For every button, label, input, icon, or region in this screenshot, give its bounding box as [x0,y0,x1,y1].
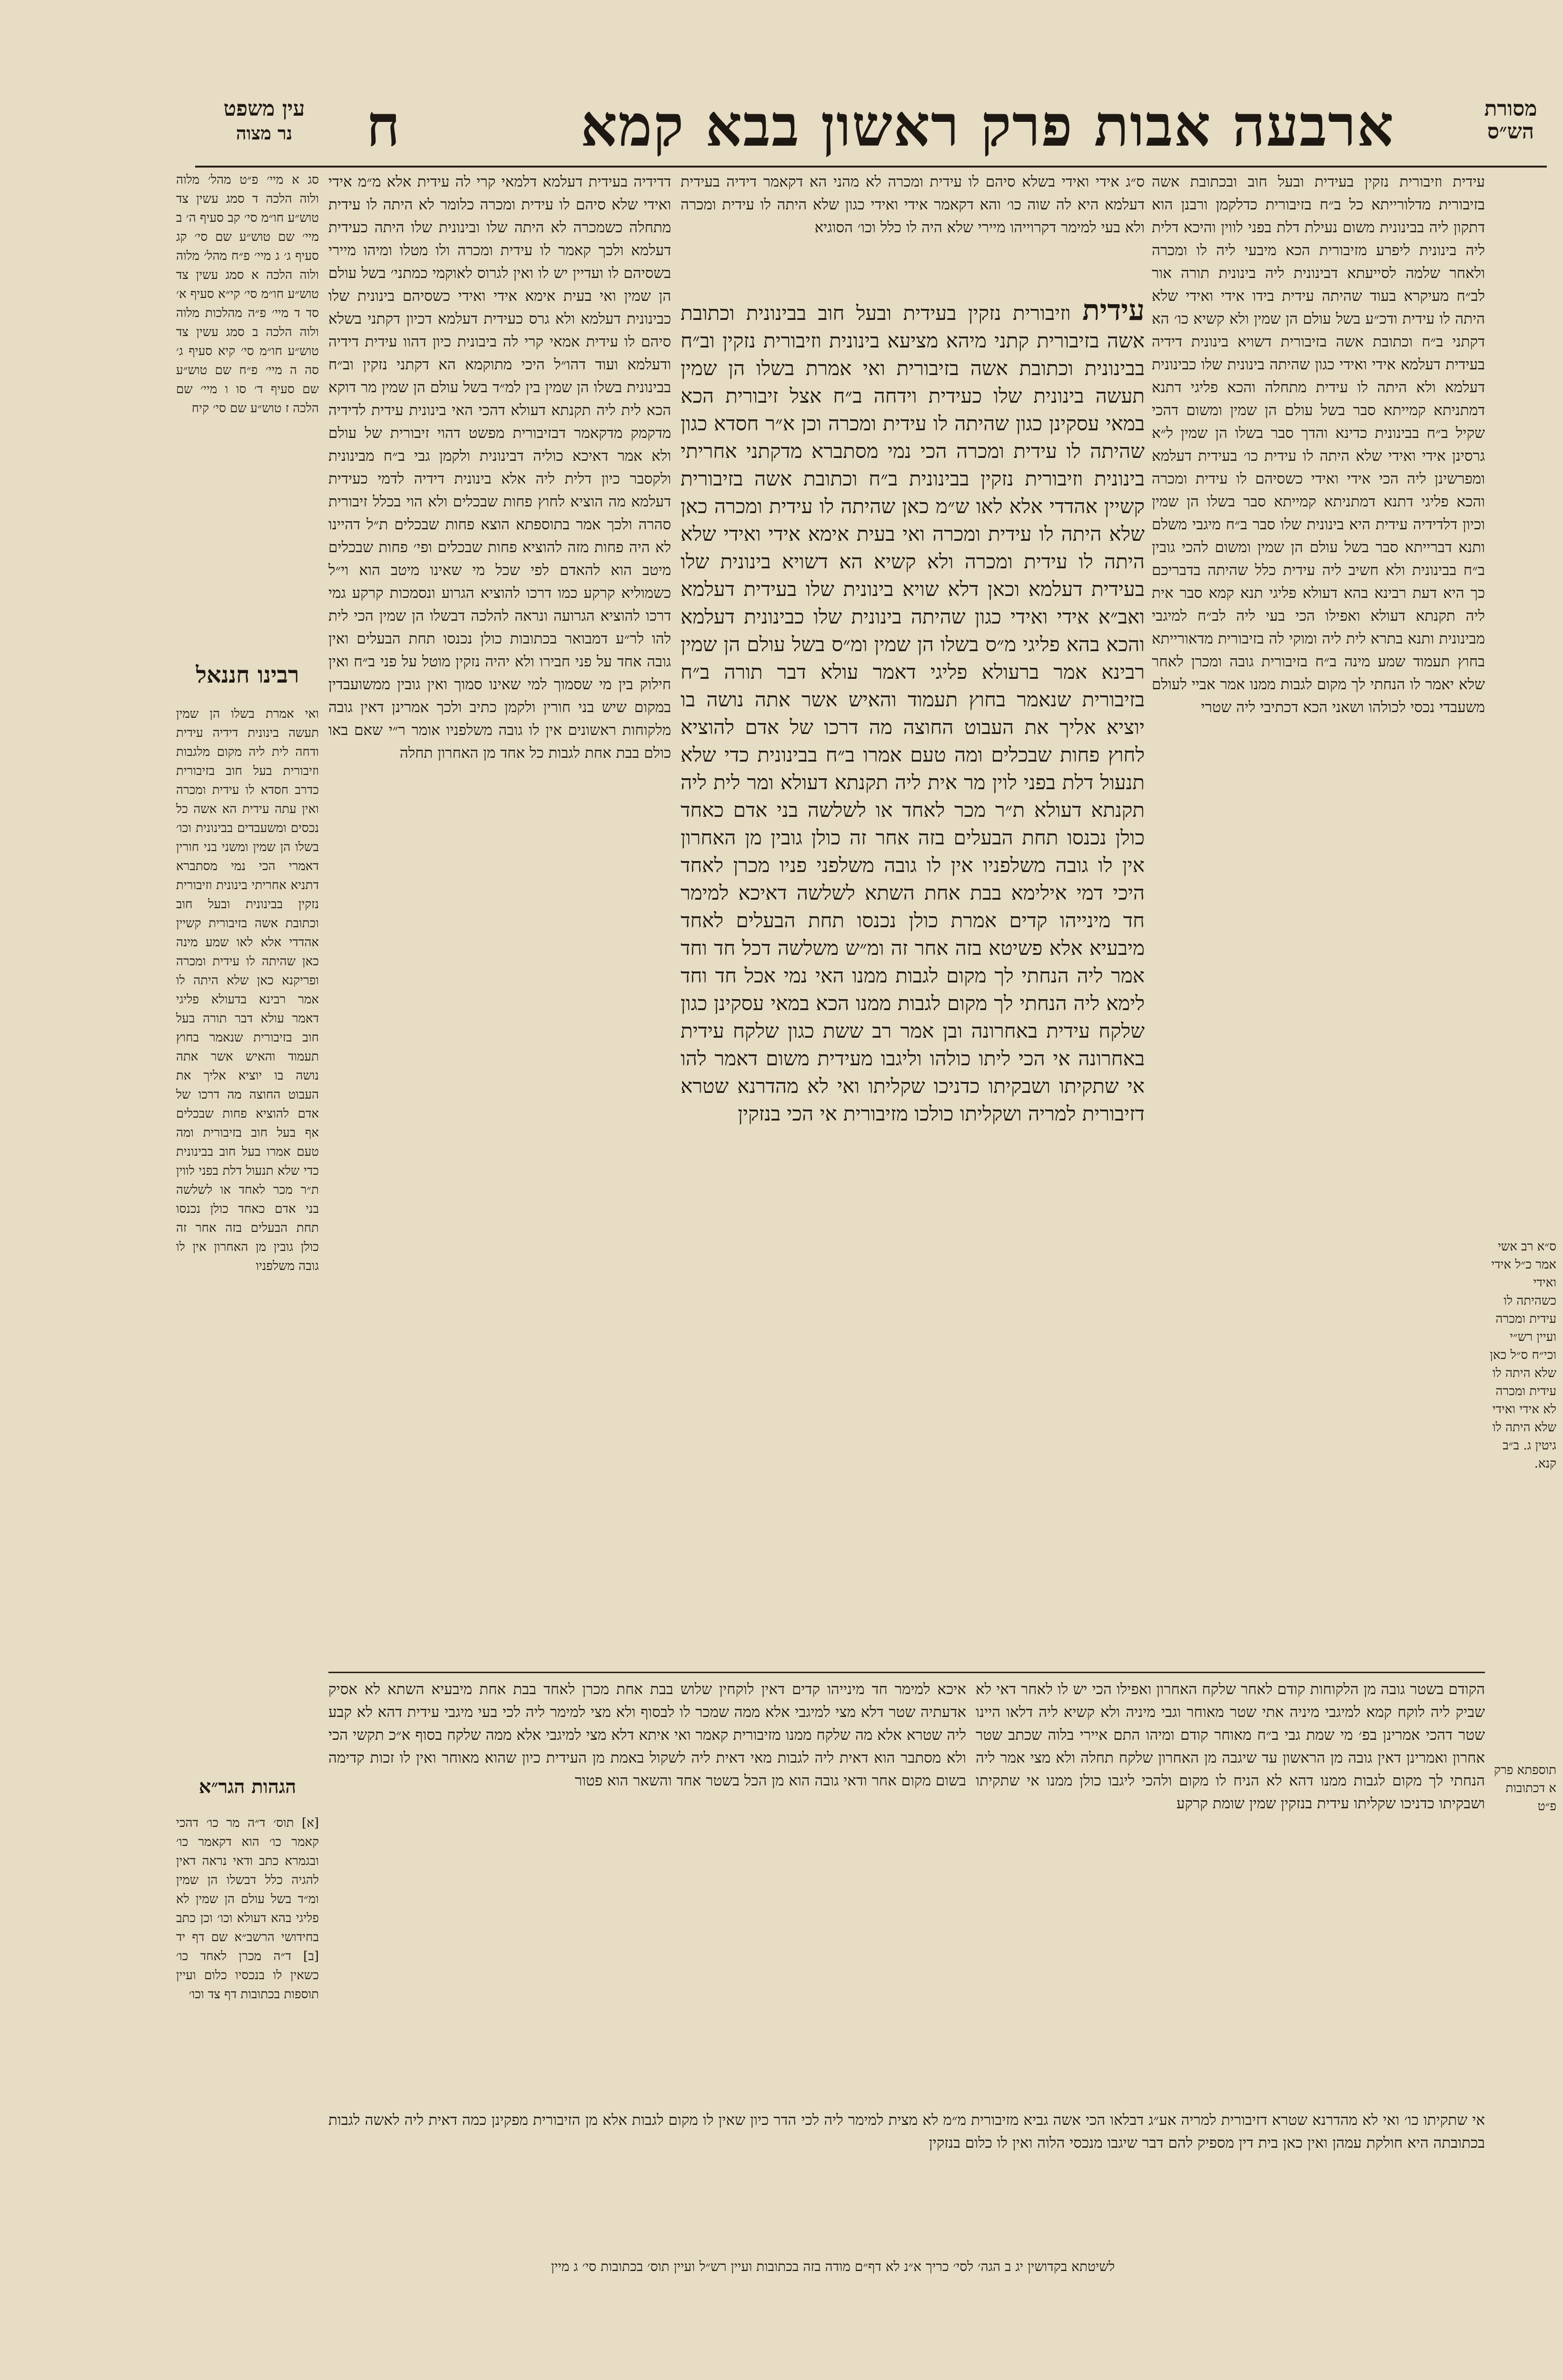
ein-mishpat-header-line2: נר מצוה [236,122,293,144]
tosefta-note-text: תוספתא פרק א דכתובות פ״ט [1494,1763,1556,1814]
tosafot-text: דדידיה בעידית דעלמא דלמאי קרי לה עידית אלא מ״מ אידי ואידי שלא סיהם לו עידית ומכרה כלומר לא היתה לו עידית מתחלה כשמכרה לא היתה שלו ובינונית שלו היתה כעידית דעלמא ולכך קאמר לו עידית ומכרה ולו מטלו ומיהו מיירי בשסיהם לו ועדיין יש לו ואין לגרוס לאוקמי כמתני׳ בשל עולם הן שמין ואי בעית אימא אידי ואידי כשסיהם בינונית שלו כבינונית דעלמא ולא גרס כעידית דעלמא דכיון דקתני בשלא סיהם לו עידית אמאי קרי לה ביבונית כיון דהוו עידית דידיה ודעלמא ועוד דהו״ל היכי מתוקמא הא דקתני נזקין וב״ח בבינונית בשלו הן שמין בין למ״ד בשל עולם הן שמין מר דוקא הכא לית ליה תקנתא דעולא דהכי האי בינונית עידית לדידיה מדקמק מדקאמר דבזיבורית מפשט דהוי זיבורית של עולם ולא אמר דאיכא כוליה דבינונית ולקמן גבי ב״ח מבינונית ולקסבר כיון דלית ליה אלא בינונית דידיה לדמי כעידית דעלמא מה הוציא לחוץ פחות שבכלים ולא הוי בכלל זיבורית סהרה ולכך אמר בתוספתא הוצא פחות שבכלים ת״ל דהיינו לא היה פחות מזה להוציא פחות שבכלים ופי׳ פחות שבכלים מיטב הוא להאדם לפי שכל מי שאינו מיטב הוא וי״ל כשמוליא קרקע כמו דרכו להוציא הגרוע ונסמכות קרקע גמי דרכו להוציא הגרועה ונראה להלכה דבשלו הן שמין הכי לית להו לר״ע דמבואר בכתובות כולן נכנסו תחת הבעלים ואין גובה אחד על פני חבירו ולא יהיה נזקין מוטל על פני ב״ח ואין חילוק בין מי שסמוך למי שאינו סמוך ואין גובין ממשועבדין במקום שיש בני חורין ולקמן כתיב ולכך אמרינן דאין גובה מלקוחות ראשונים אין לו גובה משלפניו אומר ר״י שאם באו כולם בבת אחת לגבות כל אחד מן האחרון תחלה [328,173,671,762]
hagahot-hagra-title: הגהות הגר״א [198,1775,297,1798]
page-title: ארבעה אבות פרק ראשון בבא קמא [580,92,1395,159]
rashi-column [1152,170,1485,1665]
gemara-text: וזיבורית נזקין בעידית ובעל חוב בבינונית וכתובת אשה בזיבורית קתני מיהא מציעא בינונית וזיבורית נזקין וב״ח בבינונית וכתובת אשה בזיבורית ואי אמרת בשלו הן שמין תעשה בינונית שלו כעידית וידחה ב״ח אצל זיבורית הכא במאי עסקינן כגון שהיתה לו עידית ומכרה וכן א״ר חסדא כגון שהיתה לו עידית ומכרה הכי נמי מסתברא מדקתני אחריתי בינונית וזיבורית נזקין בבינונית ב״ח וכתובת אשה בזיבורית קשיין אהדדי אלא לאו ש״מ כאן שהיתה לו עידית ומכרה כאן שלא היתה לו עידית ומכרה ואי בעית אימא אידי ואידי שלא היתה לו עידית ומכרה ולא קשיא הא דשויא בינונית שלו בעידית דעלמא וכאן דלא שויא בינונית שלו בעידית דעלמא ואב״א אידי ואידי כגון שהיתה בינונית שלו כבינונית דעלמא והכא בהא פליגי מ״ס בשלו הן שמין ומ״ס בשל עולם הן שמין רבינא אמר ברעולא פליגי דאמר עולא דבר תורה ב״ח בזיבורית שנאמר בחוץ תעמוד והאיש אשר אתה נושה בו יוציא אליך את העבוט החוצה מה דרכו של אדם להוציא לחוץ פחות שבכלים ומה טעם אמרו ב״ח בבינונית כדי שלא תנעול דלת בפני לוין מר אית ליה תקנתא דעולא ומר לית ליה תקנתא דעולא ת״ר מכר לאחד או לשלשה בני אדם כאחד כולן נכנסו תחת הבעלים בזה אחר זה כולן גובין מן האחרון אין לו גובה משלפניו אין לו גובה משלפני פניו מכרן לאחד היכי דמי אילימא בבת אחת השתא לשלשה דאיכא למימר חד מינייהו קדים אמרת כולן נכנסו תחת הבעלים לאחד מיבעיא אלא פשיטא בזה אחר זה ומ״ש משלשה דכל חד וחד אמר ליה הנחתי לך מקום לגבות ממנו האי נמי אכל חד וחד לימא ליה הנחתי לך מקום לגבות ממנו הכא במאי עסקינן כגון שלקח עידית באחרונה ובן אמר רב ששת כגון שלקח עידית באחרונה אי הכי ליתו כולהו וליגבו מעידית משום דאמר להו אי שתקיתו ושבקיתו כדניכו שקליתו ואי לא מהדרנא שטרא דזיבורית למריה ושקליתו כולכו מזיבורית אי הכי בנזקין [681,301,1145,1125]
header-divider [195,166,1547,168]
tosafot-top-text: ס״ג אידי ואידי בשלא סיהם לו עידית ומכרה לא מהני הא דקאמר דידיה בעידית דעלמא היא לה שוה כו׳ והא דקאמר אידי ואידי כגון שלא היתה לו עידית ומכרה ולא בעי למימר דקרוייהו מיירי שלא היה לו כלל וכו׳ הסוגיא [681,173,1145,236]
bottom-divider [328,1672,1485,1673]
ein-mishpat-header-line1: עין משפט [223,97,305,121]
rabbenu-chananel-title: רבינו חננאל [196,662,299,688]
tosafot-top-block [681,170,1145,289]
tosefta-note [1490,1761,1556,1837]
masoret-hashas-header: מסורת הש״ס [1484,97,1537,144]
ein-mishpat-text: סג א מיי׳ פ״ט מהל׳ מלוה ולוה הלכה ד סמג עשין צד טוש״ע חו״מ סי׳ קב סעיף ה׳ ב מיי׳ שם טוש״ע שם סי׳ קג סעיף ג׳ ג מיי׳ פ״ח מהל׳ מלוה ולוה הלכה א סמג עשין צד טוש״ע חו״מ סי׳ קי״א סעיף א׳ סד ד מיי׳ פ״ה מהלכות מלוה ולוה הלכה ב סמג עשין צד טוש״ע חו״מ סי׳ קיא סעיף ג׳ סה ה מיי׳ פ״ח שם טוש״ע שם סעיף ד׳ סו ו מיי׳ שם הלכה ז טוש״ע שם סי׳ קיח [176,173,319,416]
rashi-bottom-block [976,1678,1485,2106]
bottom-wide-block [328,2109,1485,2242]
ein-mishpat-header [205,98,324,143]
folio-number: ח [366,92,400,159]
rashi-bottom-text: הקודם בשטר גובה מן הלקוחות קודם לאחר שלקח האחרון ואפילו הכי יש לו לאחר דאי לא שביק ליה לוקח קמא למיגבי מיניה אתי שטר מאוחר וגבי מיניה ולא קשיא ליה דלאו היינו שטר דהכי אמרינן בפ׳ מי שמת גבי ב״ח מאוחר קודם ומיהו התם איירי בלוה שכתב שטר אחרון ואמרינן דאין גובה מן הראשון עד שיגבה מן האחרון שלקח תחלה ולא מצי אמר ליה הנחתי לך מקום לגבות ממנו דהא לא הניח לו מקום ולהכי ליגבו כולן ממנו אי שתקיתו ושבקיתו כדניכו שקליתו עידית בנזקין שמין שומת קרקע [976,1681,1485,1812]
tosafot-bottom-block [328,1678,966,2106]
masoret-hashas-note [1490,1238,1556,1471]
gemara-paragraph [681,295,1145,1128]
masoret-hashas-note-text: ס״א רב אשי אמר כ״ל אידי ואידי כשהיתה לו עידית ומכרה ועיין רש״י וכי״ח ס״ל כאן שלא היתה לו עידית ומכרה לא אידי ואידי שלא היתה לו גיטין ג. ב״ב קנא. [1490,1240,1556,1471]
gemara-column [681,295,1145,1666]
page-footnote: לשיטתא בקדושין יג ב הגה׳ לסי׳ כריך א״נ לא דף״ם מודה בזה בכתובות ועיין רש״ל ועיין תוס׳ בכתובות סי׳ ג מיין [551,2259,1115,2274]
rabbenu-chananel-text: ואי אמרת בשלו הן שמין תעשה בינונית דידיה עידית ודחה לית ליה מקום מלגבות וזיבורית בעל חוב בזיבורית כדרב חסדא לו עידית ומכרה ואין עתה עידית הא אשה כל נכסים ומשעבדים בבינונית וכו׳ בשלו הן שמין ומשני בני חורין דאמרי הכי נמי מסתברא דתניא אחריתי בינונית וזיבורית נזקין בבינונית ובעל חוב וכתובת אשה בזיבורית קשיין אהדדי אלא לאו שמע מינה כאן שהיתה לו עידית ומכרה ופריקנא כאן שלא היתה לו אמר רבינא בדעולא פליגי דאמר עולא דבר תורה בעל חוב בזיבורית שנאמר בחוץ תעמוד והאיש אשר אתה נושה בו יוציא אליך את העבוט החוצה מה דרכו של אדם להוציא פחות שבכלים אף בעל חוב בזיבורית ומה טעם אמרו בעל חוב בבינונית כדי שלא תנעול דלת בפני לווין ת״ר מכר לאחד או לשלשה בני אדם כאחד כולן נכנסו תחת הבעלים בזה אחר זה כולן גובין מן האחרון אין לו גובה משלפניו [176,707,319,1273]
hagahot-hagra-column [176,1814,319,2290]
bottom-wide-text: אי שתקיתו כו׳ ואי לא מהדרנא שטרא דזיבורית למריה אע״ג דבלאו הכי אשה גביא מזיבורית מ״מ לא מצית למימר ליה לכי הדר כיון שאין לו מקום לגבות אלא מן הזיבורית מפקינן כמה דאית ליה לאשה לגבות בכתובתה היא חולקת עמהן ואין כאן בית דין מספיק להם דבר שיגבו מנכסי הלוה ואין לו כלום בנזקין [328,2112,1485,2152]
gemara-lead-word: עידית [1082,294,1145,327]
ein-mishpat-column [176,170,319,627]
tosafot-column [328,170,671,1665]
tosafot-bottom-text: איכא למימר חד מינייהו קדים דאין לוקחין שלוש בבת אחת מכרן לאחד בבת אחת מיבעיא השתא לא אסיק אדעתיה שטר דלא מצי למיגבי אלא ממה שמכר לו לבסוף ולא מצי למימר ליה לכי בעי מיגבי עידית דהא לא קבע ליה שטרא אלא מה שלקח ממנו מזיבורית קאמר ואי איתא דלא מצי למיגבי אלא ממה שלקח בסוף א״כ תקשי הכי ולא מסתבר הוא דאית ליה לגבות מאי דאית ליה לשקול באמת מן העידית כיון שהוא מאוחר ואין לו זכות קדימה בשום מקום אחר ודאי גובה הוא מן הכל בשטר אחד והשאר הוא פטור [328,1681,966,1789]
rashi-text: עידית וזיבורית נזקין בעידית ובעל חוב ובכתובת אשה בזיבורית מדלורייתא כל ב״ח בזיבורית כדלקמן ורבנן הוא דתקון ליה בבינונית משום נעילת דלת בפני לווין והיכא דלית ליה בינונית ליפרע מזיבורית הכא מיבעי ליה לו ומכרה ולאחר שלמה לסייעתא דבינונית ליה בינונית תורה אור לב״ח מעיקרא בעוד שהיתה עידית בידו אידי ואידי שלא היתה לו עידית ודכ״ע בשל עולם הן שמין ולא קשיא כו׳ הא דקתני ב״ח וכתובת אשה בזיבורית דשויא בינונית דידיה בעידית דעלמא אידי ואידי כגון שהיתה בינונית שלו כבינונית דעלמא ולא היתה לו עידית מתחלה והכא פליגי דתנא דמתניתא קמייתא סבר בשל עולם הן שמין ומשום דהכי שקיל ב״ח בבינונית כדינא והדך סבר בשלו הן שמין ל״א גרסינן אידי ואידי שלא היתה לו עידית כו׳ בעידית דעלמא ומפרשינן ליה הכי אידי ואידי כשסיהם לו עידית ומכרה והכא פליגי דתנא דמתניתא קמייתא סבר בשלו הן שמין וכיון דלדידיה עידית היא בינונית שלו סבר ב״ח מיגבי משלם ותנא דברייתא סבר בשל עולם הן שמין ומשום להכי גובין ב״ח בבינונית ולא חשיב ליה עידית כלל שהיתה בדבריכם כך היא דעת רבינא בהא דעולא פליגי תנא קמא סבר אית ליה תקנתא דעולא ואפילו הכי בעי ליה לב״ח למיגבי מבינונית ותנא בתרא לית ליה ומוקי לה בזיבורית מדאורייתא בחוץ תעמוד שמע מינה ב״ח בזיבורית גובה ומכרן לאחר שלא יאמר לו הנחתי לך מקום לגבות ממנו אמר אביי לעולם משעבדי נכסי לכולהו ושאני הכא דכתיבי ליה שטרי [1152,173,1485,716]
rabbenu-chananel-column [176,704,319,1704]
hagahot-hagra-text: [א] תוס׳ ד״ה מר כו׳ דהכי קאמר כו׳ הוא דקאמר כו׳ ובגמרא כתב ודאי נראה דאין להגיה כלל דבשלו הן שמין ומ״ד בשל עולם הן שמין לא פליגי בהא דעולא וכו׳ וכן כתב בחידושי הרשב״א שם דף יד [ב] ד״ה מכרן לאחד כו׳ כשאין לו בנכסיו כלום ועיין תוספות בכתובות דף צד וכו׳ [176,1816,319,2002]
